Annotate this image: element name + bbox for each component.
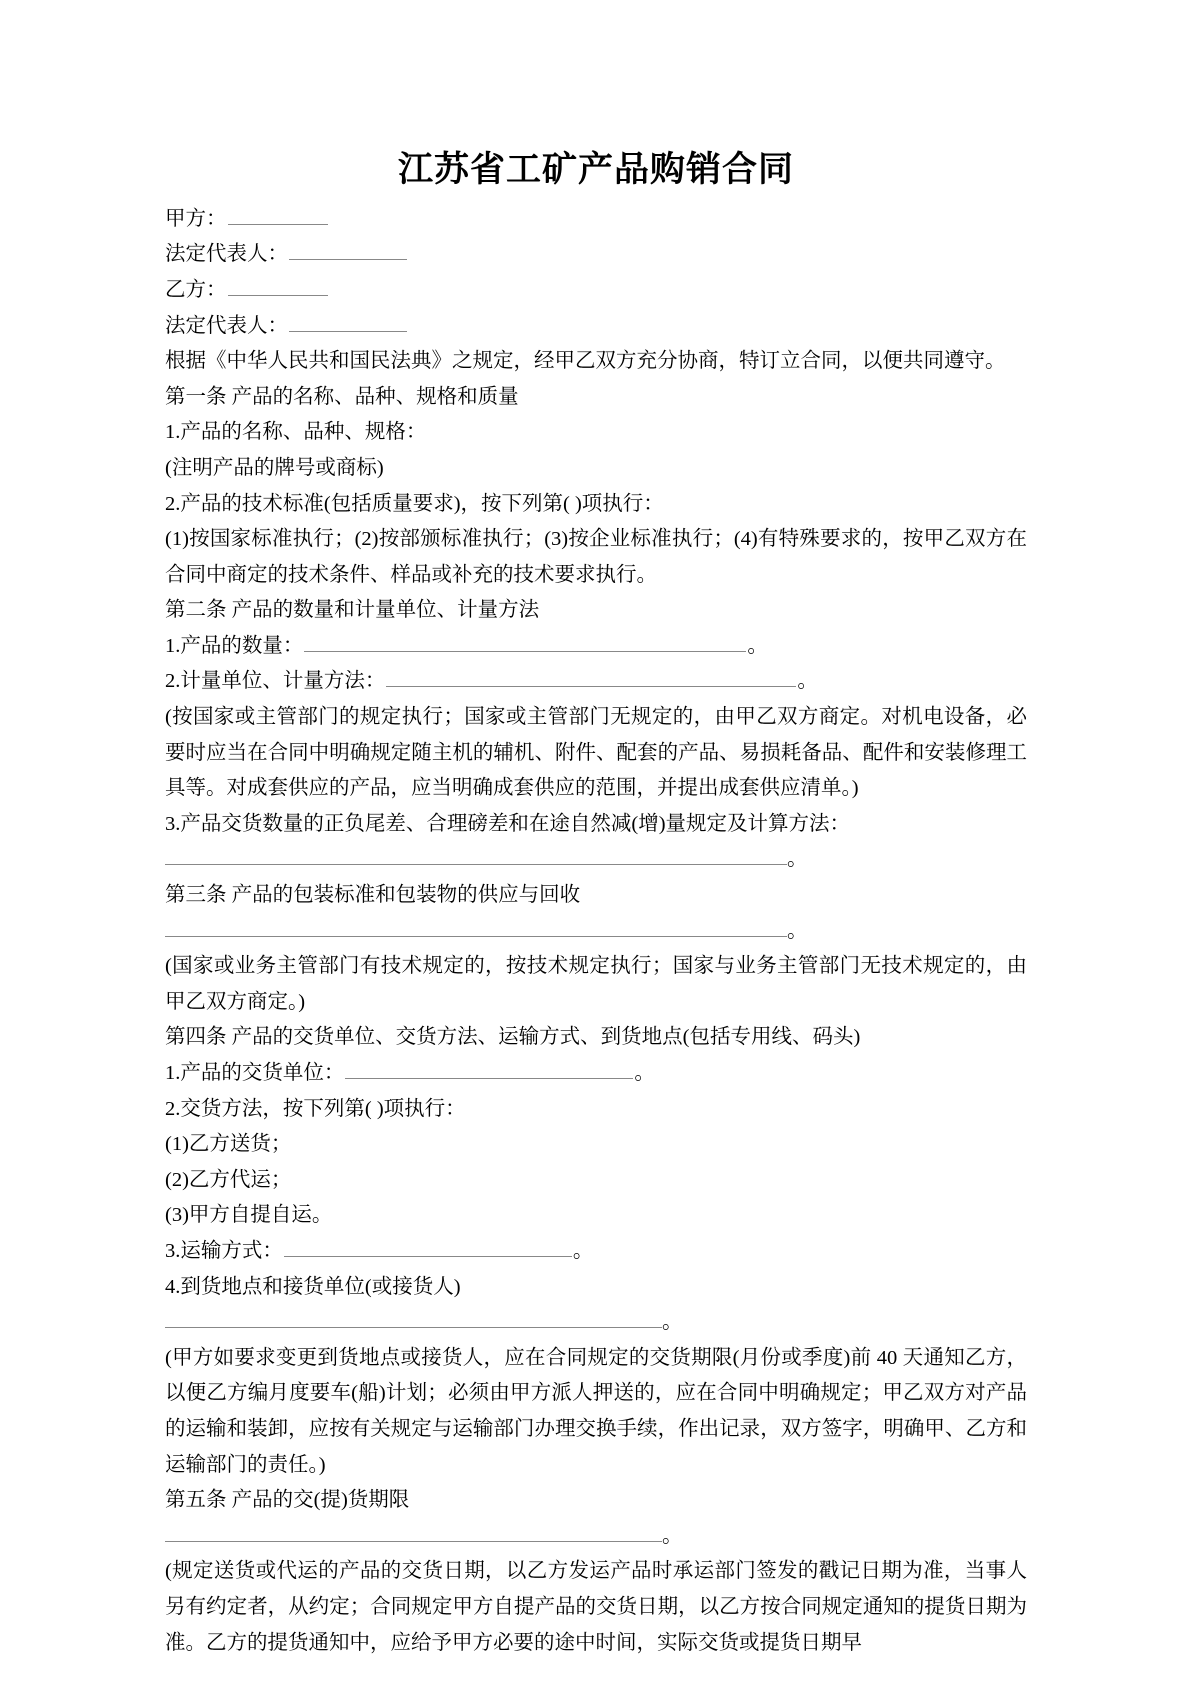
- party-label-jiafang: 甲方：: [165, 207, 227, 230]
- article2-item1-label: 1.产品的数量：: [165, 634, 304, 657]
- article4-item1-period: 。: [634, 1062, 655, 1084]
- article5-blank-row: [165, 1519, 1027, 1555]
- article4-item4-blank-row: [165, 1305, 1027, 1341]
- article2-item2: [165, 664, 1027, 700]
- article1-item2: 2.产品的技术标准(包括质量要求)，按下列第( )项执行：: [165, 492, 664, 515]
- party-field-yifang-legal-rep: [165, 309, 1027, 345]
- article2-note: (按国家或主管部门的规定执行；国家或主管部门无规定的，由甲乙双方商定。对机电设备，必要时应当在合同中明确规定随主机的辅机、附件、配套的产品、易损耗备品、配件和安装修理工具等。对成套供应的产品，应当明确成套供应的范围，并提出成套供应清单。): [165, 706, 1027, 800]
- party-input-yifang-legal-rep[interactable]: [289, 310, 407, 332]
- article4-item1-label: 1.产品的交货单位：: [165, 1062, 345, 1084]
- article4-item1-input[interactable]: [345, 1058, 633, 1080]
- article4-item4-input[interactable]: [165, 1307, 662, 1329]
- article2-item2-label: 2.计量单位、计量方法：: [165, 670, 386, 693]
- article4-item3: [165, 1234, 1027, 1270]
- article3-input[interactable]: [165, 915, 787, 937]
- article1-item2-options: (1)按国家标准执行；(2)按部颁标准执行；(3)按企业标准执行；(4)有特殊要求的，按甲乙双方在合同中商定的技术条件、样品或补充的技术要求执行。: [165, 528, 1027, 586]
- article2-item3-period: 。: [787, 848, 808, 871]
- party-field-jiafang: [165, 202, 1027, 238]
- document-body: [165, 0, 1027, 1661]
- article2-item1: [165, 629, 1027, 665]
- article5-note: (规定送货或代运的产品的交货日期，以乙方发运产品时承运部门签发的戳记日期为准，当事人另有约定者，从约定；合同规定甲方自提产品的交货日期，以乙方按合同规定通知的提货日期为准。乙方的提货通知中，应给予甲方必要的途中时间，实际交货或提货日期早: [165, 1560, 1027, 1654]
- article3-period: 。: [787, 919, 808, 942]
- party-input-jiafang-legal-rep[interactable]: [289, 239, 407, 261]
- article4-item2-option-1: (1)乙方送货；: [165, 1133, 292, 1156]
- article5-input[interactable]: [165, 1520, 662, 1542]
- article1-item1-note: (注明产品的牌号或商标): [165, 456, 384, 479]
- article2-item3-label: 3.产品交货数量的正负尾差、合理磅差和在途自然减(增)量规定及计算方法：: [165, 812, 851, 835]
- article2-item1-input[interactable]: [304, 630, 746, 652]
- preamble-paragraph: 根据《中华人民共和国民法典》之规定，经甲乙双方充分协商，特订立合同，以便共同遵守。: [165, 350, 1006, 373]
- article2-item2-period: 。: [797, 670, 818, 693]
- article4-item4-period: 。: [662, 1311, 683, 1334]
- article5-heading: 第五条 产品的交(提)货期限: [165, 1489, 410, 1512]
- article2-heading: 第二条 产品的数量和计量单位、计量方法: [165, 599, 540, 622]
- article4-item3-period: 。: [572, 1239, 594, 1262]
- party-label-jiafang-legal-rep: 法定代表人：: [165, 243, 288, 266]
- article2-item1-period: 。: [747, 634, 768, 657]
- party-label-yifang: 乙方：: [165, 278, 227, 301]
- party-input-jiafang[interactable]: [228, 203, 328, 225]
- article4-item2-option-3: (3)甲方自提自运。: [165, 1204, 333, 1227]
- article4-item3-label: 3.运输方式：: [165, 1239, 283, 1262]
- article2-item3-input[interactable]: [165, 844, 787, 866]
- article2-item3-blank-row: [165, 842, 1027, 878]
- party-label-yifang-legal-rep: 法定代表人：: [165, 314, 288, 337]
- article1-heading: 第一条 产品的名称、品种、规格和质量: [165, 385, 519, 408]
- article4-item1: [165, 1056, 1027, 1092]
- document-title: 江苏省工矿产品购销合同: [397, 150, 794, 189]
- party-field-jiafang-legal-rep: [165, 237, 1027, 273]
- article4-note: (甲方如要求变更到货地点或接货人，应在合同规定的交货期限(月份或季度)前 40 天通知乙方，以便乙方编月度要车(船)计划；必须由甲方派人押送的，应在合同中明确规定；甲乙双方对产品的运输和装卸，应按有关规定与运输部门办理交换手续，作出记录，双方签字，明确甲、乙方和运输部门的责任。): [165, 1346, 1027, 1476]
- article5-period: 。: [662, 1524, 683, 1547]
- article3-note: (国家或业务主管部门有技术规定的，按技术规定执行；国家与业务主管部门无技术规定的，由甲乙双方商定。): [165, 955, 1027, 1013]
- article4-item2-label: 2.交货方法，按下列第( )项执行：: [165, 1097, 466, 1120]
- party-field-yifang: [165, 273, 1027, 309]
- article4-heading: 第四条 产品的交货单位、交货方法、运输方式、到货地点(包括专用线、码头): [165, 1026, 861, 1049]
- party-input-yifang[interactable]: [228, 274, 328, 296]
- article4-item3-input[interactable]: [284, 1235, 572, 1257]
- article4-item4-label: 4.到货地点和接货单位(或接货人): [165, 1275, 461, 1298]
- article3-blank-row: [165, 914, 1027, 950]
- article3-heading: 第三条 产品的包装标准和包装物的供应与回收: [165, 884, 581, 907]
- article1-item1: 1.产品的名称、品种、规格：: [165, 421, 427, 444]
- article2-item2-input[interactable]: [386, 666, 796, 688]
- article4-item2-option-2: (2)乙方代运；: [165, 1168, 292, 1191]
